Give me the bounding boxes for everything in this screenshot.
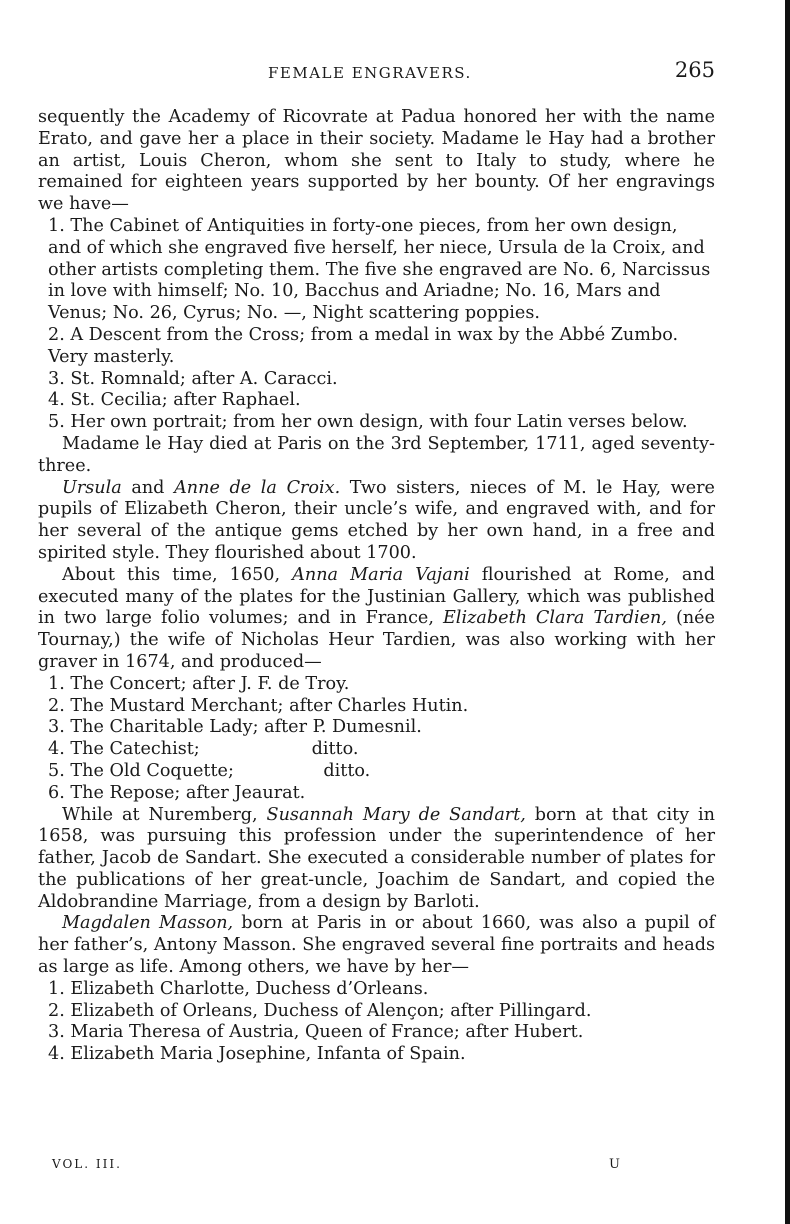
list-item: 6. The Repose; after Jeaurat. <box>48 782 306 803</box>
list-item: 2. Elizabeth of Orleans, Duchess of Alençon; after Pillingard. <box>48 1000 592 1021</box>
name-ursula: Ursula <box>62 477 122 498</box>
page-edge-rule <box>785 0 790 1224</box>
text-fragment: flourished at Rome, and executed many of the plates for the Justinian Gallery, which was published in two large folio volumes; and in France, <box>38 564 715 629</box>
page-number: 265 <box>674 58 715 82</box>
text-fragment: About this time, 1650, <box>62 564 293 585</box>
text-fragment: born at that city in 1658, was pursuing this profession under the superintendence of her father, Jacob de Sandart. She executed a considerable number of plates for the publications of her great-uncle, Joachim de Sandart, and copied the Aldobrandine Marriage, from a design by Barloti. <box>38 804 716 912</box>
name-magdalen-masson: Magdalen Masson, <box>62 913 234 934</box>
text-fragment: and <box>121 477 175 498</box>
list-item: 2. The Mustard Merchant; after Charles Hutin. <box>48 695 469 716</box>
list-item: 4. Elizabeth Maria Josephine, Infanta of Spain. <box>48 1044 466 1065</box>
list-item: 1. The Cabinet of Antiquities in forty-one pieces, from her own design, and of which she engraved five herself, her niece, Ursula de la Croix, and other artists completing them. The five she engraved are No. 6, Narcissus in love with himself; No. 10, Bacchus and Ariadne; No. 16, Mars and Venus; No. 26, Cyrus; No. —, Night scattering poppies. <box>48 215 711 324</box>
volume-label: VOL. III. <box>52 1157 122 1171</box>
list-item: 1. Elizabeth Charlotte, Duchess d’Orleans. <box>48 978 429 999</box>
paragraph-5 <box>38 805 715 914</box>
text-fragment: Two sisters, nieces of M. le Hay, were pupils of Elizabeth Cheron, their uncle’s wife, and engraved with, and for her several of the antique gems etched by her own hand, in a free and spirited style. They flourished about 1700. <box>38 477 715 563</box>
list-item: 4. The Catechist; ditto. <box>48 739 359 760</box>
list-item: 4. St. Cecilia; after Raphael. <box>48 390 301 411</box>
list-item: 3. St. Romnald; after A. Caracci. <box>48 368 338 389</box>
name-susannah-mary-de-sandart: Susannah Mary de Sandart, <box>266 804 526 825</box>
paragraph-4 <box>38 565 715 674</box>
list-item: 5. Her own portrait; from her own design, with four Latin verses below. <box>48 412 688 433</box>
signature-mark: U <box>609 1157 622 1172</box>
body-text <box>38 107 715 1066</box>
paragraph-6 <box>38 913 715 978</box>
text-fragment: (née Tournay,) the wife of Nicholas Heur Tardien, was also working with her graver in 1674, and produced— <box>38 608 715 672</box>
paragraph-1: sequently the Academy of Ricovrate at Padua honored her with the name Erato, and gave her a place in their society. Madame le Hay had a brother an artist, Louis Cheron, whom she sent to Italy to study, where he remained for eighteen years supported by her bounty. Of her engravings we have— <box>38 107 715 215</box>
running-title: FEMALE ENGRAVERS. <box>268 64 472 82</box>
list-item: 5. The Old Coquette; ditto. <box>48 760 371 781</box>
list-item: 3. Maria Theresa of Austria, Queen of France; after Hubert. <box>48 1022 584 1043</box>
text-fragment: While at Nuremberg, <box>62 804 267 825</box>
list-item: 2. A Descent from the Cross; from a medal in wax by the Abbé Zumbo. Very masterly. <box>48 324 679 367</box>
paragraph-2: Madame le Hay died at Paris on the 3rd September, 1711, aged seventy-three. <box>38 433 715 476</box>
page-footer <box>52 1157 622 1172</box>
page-header <box>38 58 720 90</box>
name-anna-maria-vajani: Anna Maria Vajani <box>292 564 470 585</box>
list-item: 3. The Charitable Lady; after P. Dumesnil. <box>48 717 422 738</box>
paragraph-3 <box>38 478 715 565</box>
name-elizabeth-clara-tardien: Elizabeth Clara Tardien, <box>442 608 667 629</box>
text-fragment: born at Paris in or about 1660, was also a pupil of her father’s, Antony Masson. She engraved several fine portraits and heads as large as life. Among others, we have by her— <box>38 913 715 978</box>
list-item: 1. The Concert; after J. F. de Troy. <box>48 673 350 694</box>
name-anne-de-la-croix: Anne de la Croix. <box>174 477 341 498</box>
